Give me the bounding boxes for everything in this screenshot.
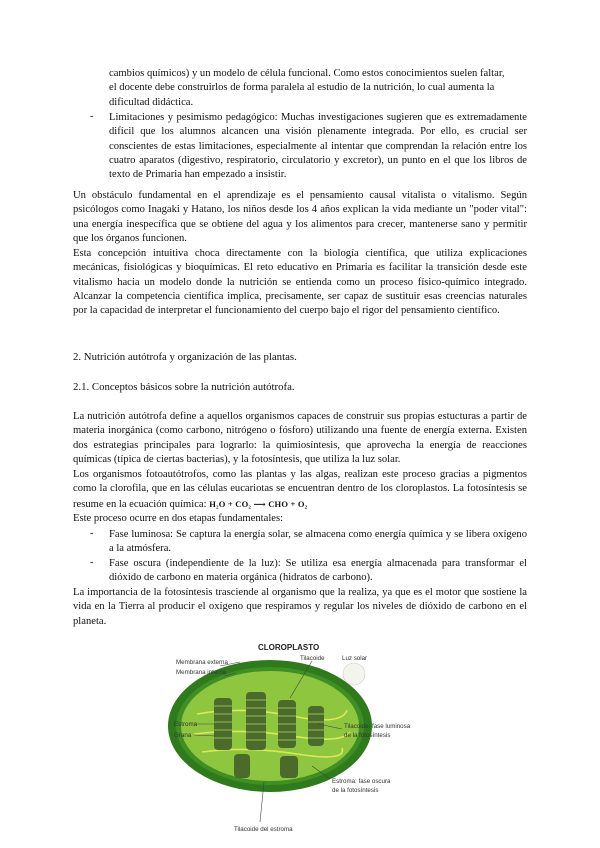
etapas-intro: Este proceso ocurre en dos etapas fundamentales:	[73, 512, 284, 524]
continuation-line-1: cambios químicos) y un modelo de célula funcional. Como estos conocimientos suelen faltar,	[109, 68, 505, 79]
paragraph-concepcion-text: Esta concepción intuitiva choca directamente con la biología científica, que utiliza explicaciones mecánicas, fisiológicas y bioquímicas. El reto educativo en Primaria es facilitar la transición desde este vitalismo hacia un modelo donde la nutrición se entienda como un proceso físico-químico integrado. Alcanzar la competencia científica implica, precisamente, ser capaz de sustituir esas creencias naturales por la capacidad de interpretar el funcionamiento del cuerpo bajo el rigor del pensamiento científico.	[73, 248, 527, 317]
sun-icon	[343, 663, 365, 685]
bullet-limitaciones	[109, 111, 527, 182]
paragraph-importancia-text: La importancia de la fotosíntesis trasciende al organismo que la realiza, ya que es el motor que sostiene la vida en la Tierra al producir el oxígeno que respiramos y regular los niveles de dióxido de carbono en el planeta.	[73, 587, 527, 627]
label-grana: Grana	[174, 732, 192, 739]
granum	[246, 692, 266, 750]
continuation-line-3: dificultad didáctica.	[109, 96, 194, 108]
phase-oscura-text: Fase oscura (independiente de la luz): Se utiliza esa energía almacenada para transformar el dióxido de carbono en materia orgánica (hidratos de carbono).	[109, 558, 527, 584]
phase-item-1	[109, 528, 527, 557]
phase-dash-2: -	[90, 557, 94, 568]
heading-section-2: 2. Nutrición autótrofa y organización de las plantas.	[73, 351, 297, 363]
paragraph-fotoautotrofos-body	[73, 468, 527, 512]
bullet-limitaciones-text: Limitaciones y pesimismo pedagógico: Muchas investigaciones sugieren que es extremadamente difícil que los alumnos alcancen una visión plenamente integrada. Por ello, es crucial ser conscientes de estas limitaciones, especialmente al intentar que comprendan la relación entre los cuatro aparatos (digestivo, respiratorio, circulatorio y excretor), un punto en el que los libros de texto de Primaria han empezado a insistir.	[109, 112, 527, 181]
paragraph-importancia	[73, 586, 527, 629]
paragraph-fotoautotrofos-text: Los organismos fotoautótrofos, como las plantas y las algas, realizan este proceso gracias a pigmentos como la clorofila, que en las células eucariotas se encuentran dentro de los cloroplastos. La fotosíntesis se resume en la ecuación química:	[73, 469, 527, 510]
chloroplast-stroma	[181, 671, 359, 781]
label-tilacoide-estroma: Tilacoide del estroma	[234, 826, 293, 833]
label-membrana-externa: Membrana externa	[176, 659, 228, 666]
continuation-line-2: el docente debe construirlos de forma paralela al estudio de la nutrición, lo cual aumenta la	[109, 82, 495, 94]
granum-stack	[234, 754, 250, 778]
label-estroma-fase-oscura-2: de la fotosíntesis	[332, 787, 379, 794]
granum	[308, 706, 324, 746]
continuation-text	[109, 67, 527, 110]
phase-item-2	[109, 557, 527, 586]
paragraph-definicion	[73, 410, 527, 467]
paragraph-concepcion	[73, 247, 527, 318]
paragraph-definicion-text: La nutrición autótrofa define a aquellos organismos capaces de construir sus propias estucturas a partir de materia inorgánica (como carbono, nitrógeno o fósforo) utilizando una fuente de energía externa. Existen dos estrategias principales para lograrlo: la quimiosíntesis, que aprovecha la energía de reacciones químicas (típica de ciertas bacterias), y la fotosíntesis, que utiliza la luz solar.	[73, 411, 527, 465]
granum	[214, 698, 232, 750]
phase-luminosa-text: Fase luminosa: Se captura la energía solar, se almacena como energía química y se libera oxígeno a la atmósfera.	[109, 529, 527, 555]
figure-title: CLOROPLASTO	[258, 643, 320, 652]
label-tilacoide: Tilacoide	[300, 655, 325, 662]
label-luz-solar: Luz solar	[342, 655, 368, 662]
phase-dash-1: -	[90, 528, 94, 539]
label-membrana-interna: Membrana interna	[176, 669, 227, 676]
granum-stack	[308, 706, 324, 746]
paragraph-vitalismo-text: Un obstáculo fundamental en el aprendizaje es el pensamiento causal vitalista o vitalismo. Según psicólogos como Inagaki y Hatano, los niños desde los 4 años explican la vida mediante un "poder vital": una energía inespecífica que se obtiene del agua y los alimentos para crecer, mantenerse sano y permitir que los órganos funcionen.	[73, 190, 527, 244]
label-estroma-fase-oscura: Estroma: fase oscura	[332, 778, 391, 785]
heading-section-2-1: 2.1. Conceptos básicos sobre la nutrición autótrofa.	[73, 381, 295, 393]
paragraph-vitalismo	[73, 189, 527, 246]
photosynthesis-equation: H₂O + CO₂ ⟶ CHO + O₂	[209, 498, 308, 509]
granum	[278, 700, 296, 748]
chloroplast-figure	[162, 636, 452, 841]
label-tilacoide-fase-luminosa-2: de la fotosíntesis	[344, 732, 391, 739]
granum-stack	[246, 692, 266, 750]
bullet-dash: -	[90, 111, 94, 122]
label-tilacoide-fase-luminosa: Tilacoide: fase luminosa	[344, 723, 411, 730]
paragraph-fotoautotrofos	[73, 468, 527, 526]
label-estroma: Estroma	[174, 721, 198, 728]
granum-stack	[280, 756, 298, 778]
